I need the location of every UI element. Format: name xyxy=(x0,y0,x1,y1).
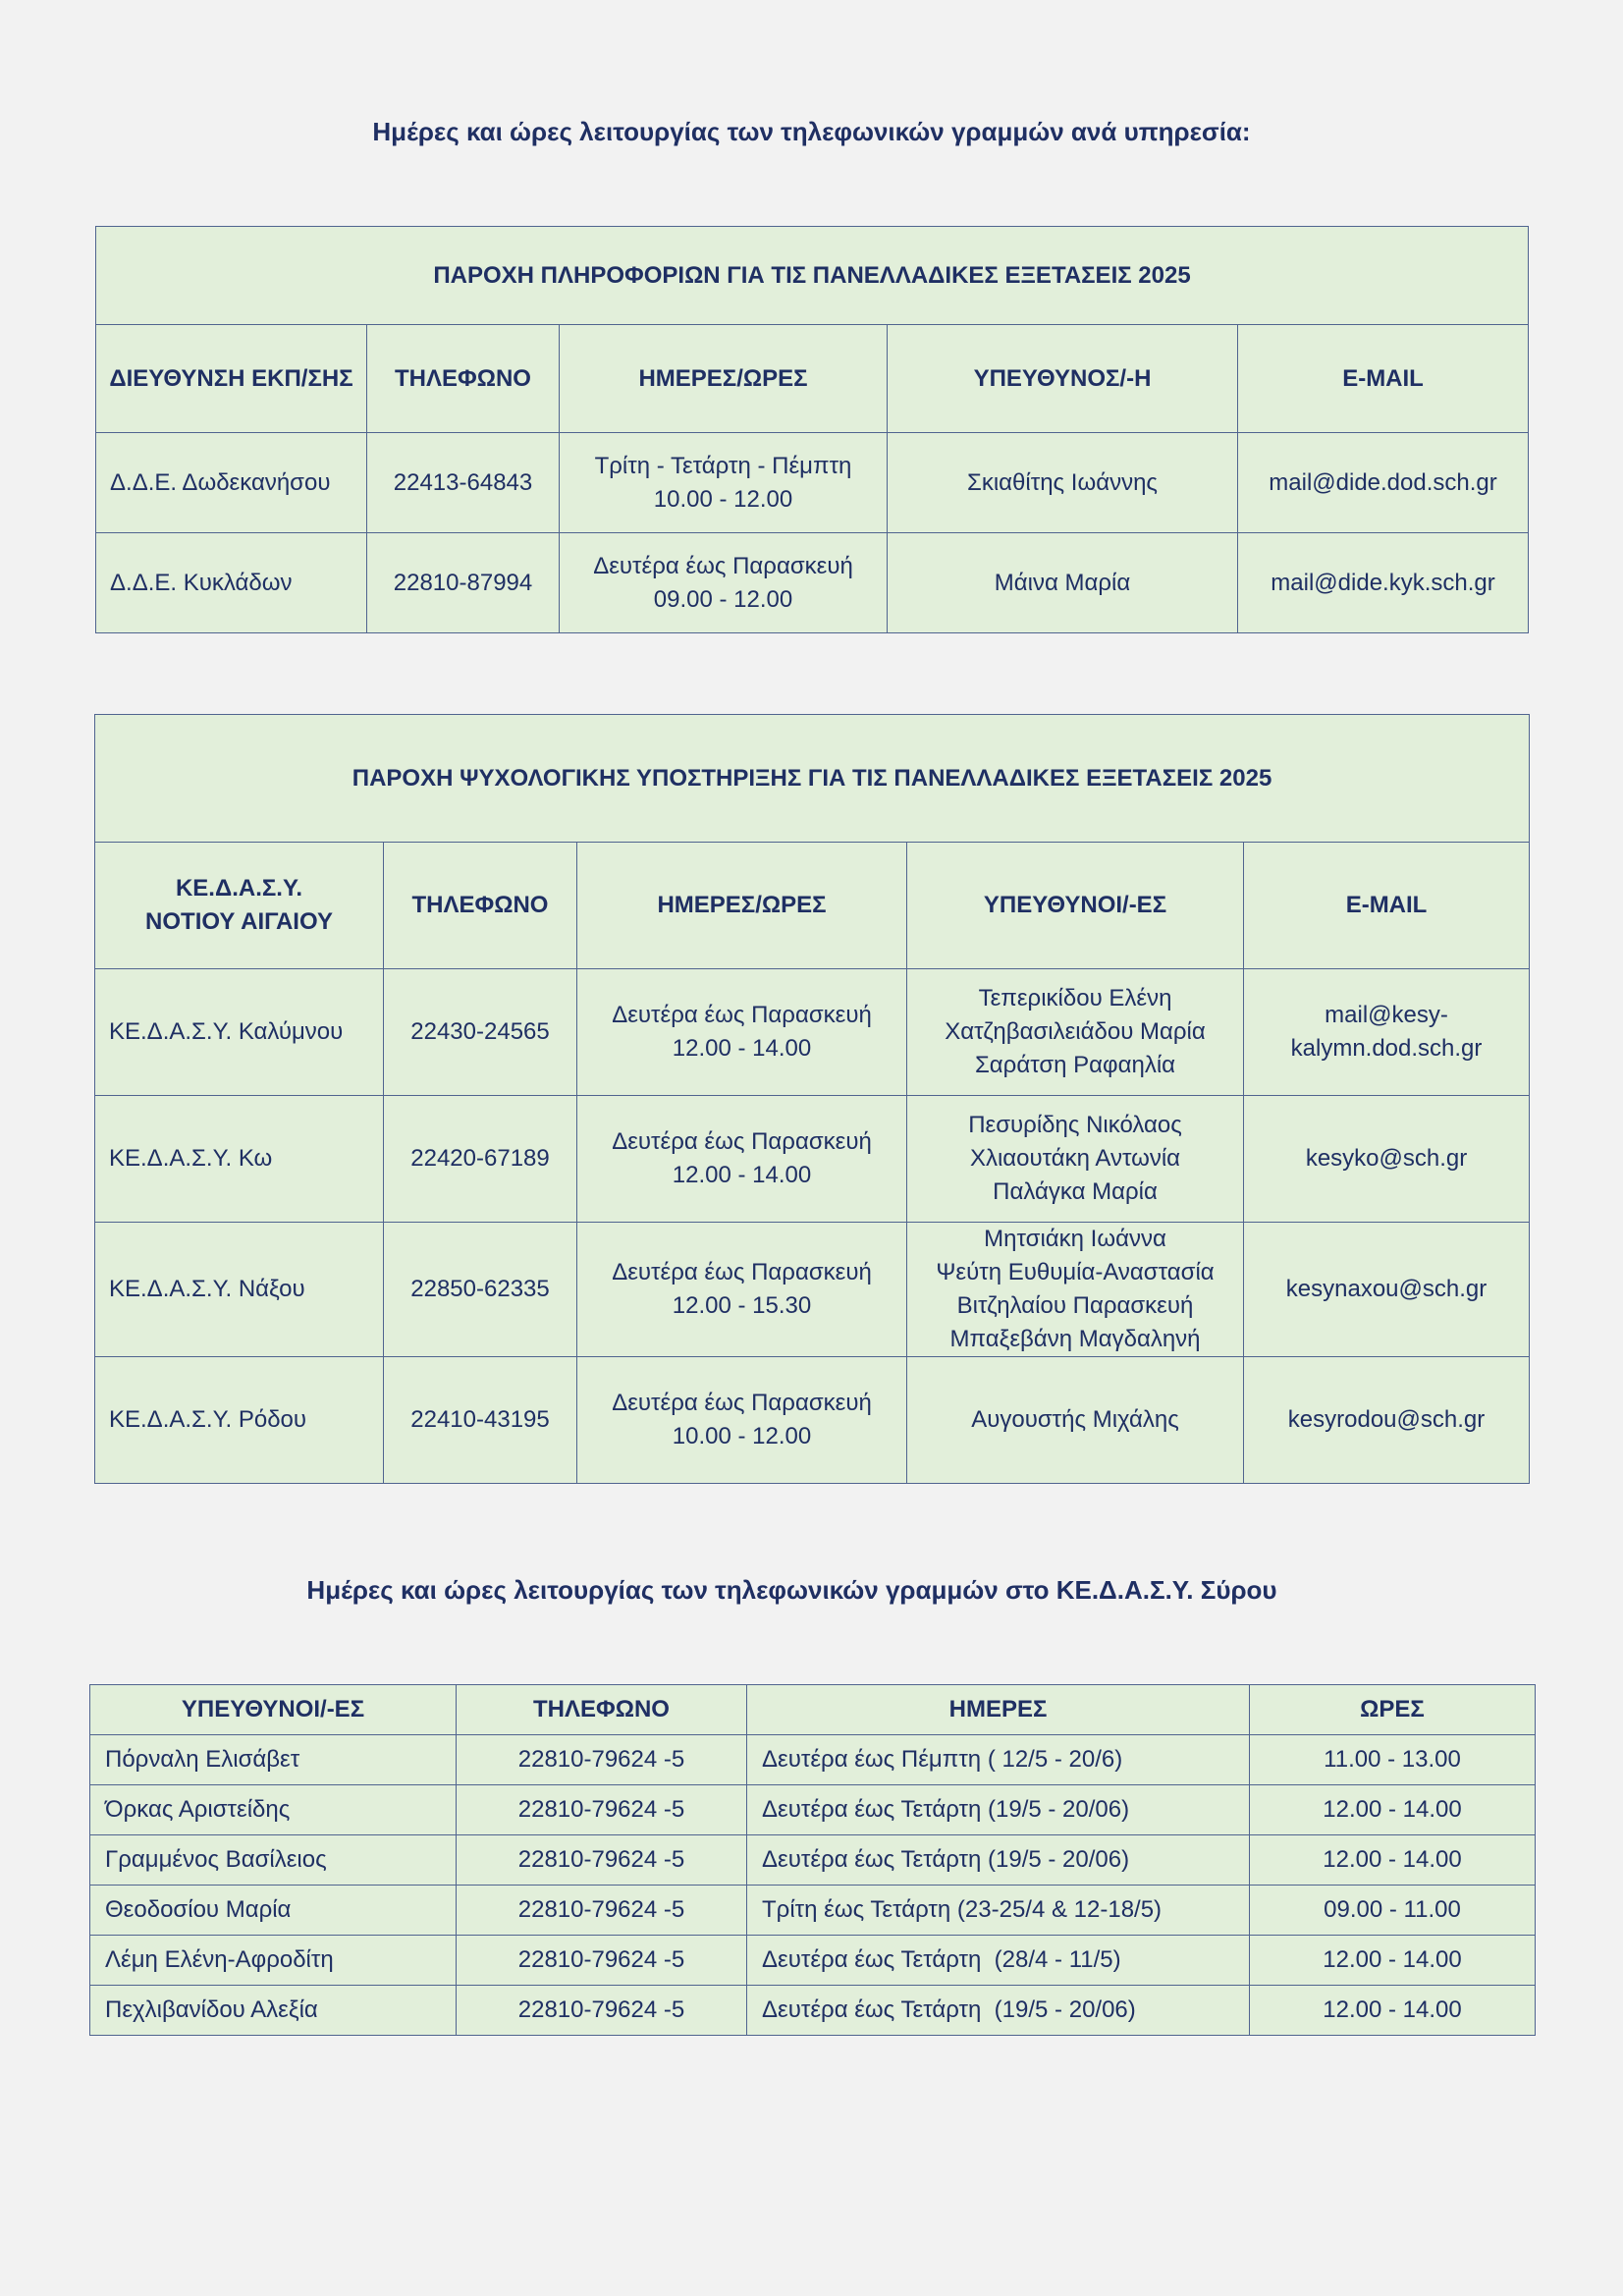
hours-cell: 12.00 - 14.00 xyxy=(1250,1936,1536,1986)
person-name: Χατζηβασιλειάδου Μαρία xyxy=(945,1018,1206,1045)
directorate-cell: Δ.Δ.Ε. Δωδεκανήσου xyxy=(96,433,367,533)
table-row xyxy=(95,1096,1530,1223)
table-row xyxy=(95,969,1530,1096)
days-cell: Δευτέρα έως Τετάρτη (19/5 - 20/06) xyxy=(747,1835,1250,1886)
table-row xyxy=(95,1357,1530,1484)
email-cell[interactable]: mail@dide.dod.sch.gr xyxy=(1238,433,1529,533)
phone-cell: 22810-79624 -5 xyxy=(457,1835,747,1886)
column-header-hours: ΩΡΕΣ xyxy=(1250,1685,1536,1735)
directorate-cell: Δ.Δ.Ε. Κυκλάδων xyxy=(96,533,367,633)
column-header-phone: ΤΗΛΕΦΩΝΟ xyxy=(384,843,577,969)
hours-text: 12.00 - 14.00 xyxy=(672,1035,812,1062)
person-cell: Μάινα Μαρία xyxy=(888,533,1238,633)
header-line: ΚΕ.Δ.Α.Σ.Υ. xyxy=(175,875,303,902)
person-cell: Σκιαθίτης Ιωάννης xyxy=(888,433,1238,533)
person-name: Ψεύτη Ευθυμία-Αναστασία xyxy=(936,1259,1215,1285)
column-header-phone: ΤΗΛΕΦΩΝΟ xyxy=(367,325,560,433)
hours-text: 12.00 - 14.00 xyxy=(672,1162,812,1188)
hours-text: 12.00 - 15.30 xyxy=(672,1292,812,1319)
email-cell[interactable]: kesynaxou@sch.gr xyxy=(1244,1223,1530,1357)
person-name: Βιτζηλαίου Παρασκευή xyxy=(956,1292,1194,1319)
person-cell: Όρκας Αριστείδης xyxy=(90,1785,457,1835)
phone-cell: 22810-79624 -5 xyxy=(457,1886,747,1936)
days-cell: Τρίτη έως Τετάρτη (23-25/4 & 12-18/5) xyxy=(747,1886,1250,1936)
person-cell: Γραμμένος Βασίλειος xyxy=(90,1835,457,1886)
table-row xyxy=(90,1986,1536,2036)
phone-cell: 22810-79624 -5 xyxy=(457,1986,747,2036)
table-row xyxy=(95,1223,1530,1357)
information-table xyxy=(95,226,1529,633)
days-cell: Δευτέρα έως Τετάρτη (19/5 - 20/06) xyxy=(747,1785,1250,1835)
column-header-person: ΥΠΕΥΘΥΝΟΣ/-Η xyxy=(888,325,1238,433)
phone-cell: 22850-62335 xyxy=(384,1223,577,1357)
header-line: ΝΟΤΙΟΥ ΑΙΓΑΙΟΥ xyxy=(145,908,333,935)
days-hours-cell xyxy=(577,1223,907,1357)
table-row xyxy=(90,1936,1536,1986)
table-row xyxy=(96,433,1529,533)
table-row xyxy=(90,1785,1536,1835)
phone-cell: 22810-87994 xyxy=(367,533,560,633)
page-heading: Ημέρες και ώρες λειτουργίας των τηλεφωνικών γραμμών ανά υπηρεσία: xyxy=(372,117,1251,146)
syros-heading: Ημέρες και ώρες λειτουργίας των τηλεφωνικών γραμμών στο ΚΕ.Δ.Α.Σ.Υ. Σύρου xyxy=(306,1575,1277,1605)
person-name: Χλιαουτάκη Αντωνία xyxy=(969,1145,1181,1172)
persons-cell: Αυγουστής Μιχάλης xyxy=(907,1357,1244,1484)
person-name: Παλάγκα Μαρία xyxy=(993,1178,1158,1205)
days-text: Δευτέρα έως Παρασκευή xyxy=(612,1259,872,1285)
hours-cell: 12.00 - 14.00 xyxy=(1250,1785,1536,1835)
hours-cell: 09.00 - 11.00 xyxy=(1250,1886,1536,1936)
phone-cell: 22810-79624 -5 xyxy=(457,1785,747,1835)
persons-cell xyxy=(907,969,1244,1096)
hours-cell: 12.00 - 14.00 xyxy=(1250,1835,1536,1886)
days-cell: Δευτέρα έως Τετάρτη (28/4 - 11/5) xyxy=(747,1936,1250,1986)
person-cell: Πεχλιβανίδου Αλεξία xyxy=(90,1986,457,2036)
person-name: Σαράτση Ραφαηλία xyxy=(974,1052,1176,1078)
column-header-persons: ΥΠΕΥΘΥΝΟΙ/-ΕΣ xyxy=(907,843,1244,969)
email-cell[interactable]: mail@dide.kyk.sch.gr xyxy=(1238,533,1529,633)
person-name: Μητσιάκη Ιωάννα xyxy=(984,1226,1166,1252)
email-cell[interactable] xyxy=(1244,969,1530,1096)
hours-text: 09.00 - 12.00 xyxy=(653,585,793,613)
column-header-days-hours: ΗΜΕΡΕΣ/ΩΡΕΣ xyxy=(560,325,888,433)
days-text: Τρίτη - Τετάρτη - Πέμπτη xyxy=(594,452,852,479)
center-cell: ΚΕ.Δ.Α.Σ.Υ. Καλύμνου xyxy=(95,969,384,1096)
days-text: Δευτέρα έως Παρασκευή xyxy=(612,1390,872,1416)
table-title: ΠΑΡΟΧΗ ΠΛΗΡΟΦΟΡΙΩΝ ΓΙΑ ΤΙΣ ΠΑΝΕΛΛΑΔΙΚΕΣ ΕΞΕΤΑΣΕΙΣ 2025 xyxy=(96,227,1529,325)
table-row xyxy=(90,1735,1536,1785)
days-hours-cell xyxy=(577,1357,907,1484)
persons-cell xyxy=(907,1223,1244,1357)
person-cell: Λέμη Ελένη-Αφροδίτη xyxy=(90,1936,457,1986)
table-row xyxy=(96,533,1529,633)
table-header-row xyxy=(96,325,1529,433)
column-header-directorate: ΔΙΕΥΘΥΝΣΗ ΕΚΠ/ΣΗΣ xyxy=(96,325,367,433)
days-text: Δευτέρα έως Παρασκευή xyxy=(612,1002,872,1028)
column-header-email: E-MAIL xyxy=(1238,325,1529,433)
center-cell: ΚΕ.Δ.Α.Σ.Υ. Κω xyxy=(95,1096,384,1223)
persons-cell xyxy=(907,1096,1244,1223)
phone-cell: 22410-43195 xyxy=(384,1357,577,1484)
hours-cell: 11.00 - 13.00 xyxy=(1250,1735,1536,1785)
table-header-row xyxy=(90,1685,1536,1735)
hours-cell: 12.00 - 14.00 xyxy=(1250,1986,1536,2036)
support-table xyxy=(94,714,1530,1484)
table-title: ΠΑΡΟΧΗ ΨΥΧΟΛΟΓΙΚΗΣ ΥΠΟΣΤΗΡΙΞΗΣ ΓΙΑ ΤΙΣ ΠΑΝΕΛΛΑΔΙΚΕΣ ΕΞΕΤΑΣΕΙΣ 2025 xyxy=(95,715,1530,843)
column-header-days-hours: ΗΜΕΡΕΣ/ΩΡΕΣ xyxy=(577,843,907,969)
days-hours-cell xyxy=(577,1096,907,1223)
email-cell[interactable]: kesyko@sch.gr xyxy=(1244,1096,1530,1223)
table-title-row xyxy=(95,715,1530,843)
person-name: Μπαξεβάνη Μαγδαληνή xyxy=(949,1326,1201,1352)
table-title-row xyxy=(96,227,1529,325)
center-cell: ΚΕ.Δ.Α.Σ.Υ. Ρόδου xyxy=(95,1357,384,1484)
phone-cell: 22430-24565 xyxy=(384,969,577,1096)
hours-text: 10.00 - 12.00 xyxy=(653,485,793,513)
table-header-row xyxy=(95,843,1530,969)
days-hours-cell xyxy=(560,433,888,533)
phone-cell: 22810-79624 -5 xyxy=(457,1936,747,1986)
phone-cell: 22810-79624 -5 xyxy=(457,1735,747,1785)
table-row xyxy=(90,1886,1536,1936)
phone-cell: 22413-64843 xyxy=(367,433,560,533)
column-header-persons: ΥΠΕΥΘΥΝΟΙ/-ΕΣ xyxy=(90,1685,457,1735)
column-header-email: E-MAIL xyxy=(1244,843,1530,969)
days-text: Δευτέρα έως Παρασκευή xyxy=(593,552,853,579)
syros-table xyxy=(89,1684,1536,2036)
column-header-days: ΗΜΕΡΕΣ xyxy=(747,1685,1250,1735)
column-header-center xyxy=(95,843,384,969)
person-cell: Πόρναλη Ελισάβετ xyxy=(90,1735,457,1785)
hours-text: 10.00 - 12.00 xyxy=(672,1423,812,1449)
table-row xyxy=(90,1835,1536,1886)
days-cell: Δευτέρα έως Πέμπτη ( 12/5 - 20/6) xyxy=(747,1735,1250,1785)
days-hours-cell xyxy=(577,969,907,1096)
days-text: Δευτέρα έως Παρασκευή xyxy=(612,1128,872,1155)
column-header-phone: ΤΗΛΕΦΩΝΟ xyxy=(457,1685,747,1735)
person-name: Πεσυρίδης Νικόλαος xyxy=(968,1112,1182,1138)
days-cell: Δευτέρα έως Τετάρτη (19/5 - 20/06) xyxy=(747,1986,1250,2036)
person-name: Τεπερικίδου Ελένη xyxy=(978,985,1172,1011)
person-cell: Θεοδοσίου Μαρία xyxy=(90,1886,457,1936)
center-cell: ΚΕ.Δ.Α.Σ.Υ. Νάξου xyxy=(95,1223,384,1357)
phone-cell: 22420-67189 xyxy=(384,1096,577,1223)
email-line[interactable]: kalymn.dod.sch.gr xyxy=(1290,1035,1483,1062)
email-cell[interactable]: kesyrodou@sch.gr xyxy=(1244,1357,1530,1484)
email-line[interactable]: mail@kesy- xyxy=(1325,1002,1448,1028)
days-hours-cell xyxy=(560,533,888,633)
